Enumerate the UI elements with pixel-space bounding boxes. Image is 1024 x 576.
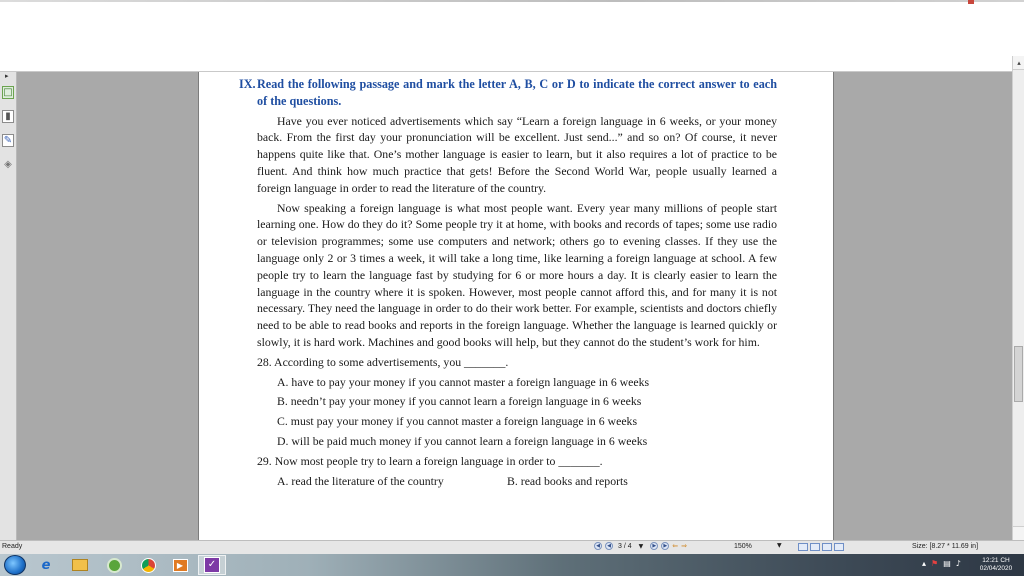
page-content bbox=[239, 76, 777, 489]
clock-date: 02/04/2020 bbox=[979, 565, 1013, 572]
passage-paragraph-2: Now speaking a foreign language is what most people want. Every year many millions of people start learning one. How do they do it? Some people try it at home, with books and records of tapes; some use radio or television programmes; some use computers and network; others go to evening classes. If they use the language only 2 or 3 times a week, it will take a long time, like learning a foreign language at school. A few people try to learn the language fast by studying for 6 or more hours a day. It is clearly easier to learn the language in the country where it is spoken. However, most people cannot afford this, and for many it is not necessary. They need the language in order to do their work better. For example, scientists and doctors chiefly need to be able to read books and reports in the foreign language. Whether the language is learned quickly or slowly, it is hard work. Machines and good books will help, but they cannot do the student’s work for him. bbox=[257, 200, 777, 349]
app-icon[interactable] bbox=[100, 555, 128, 575]
exercise-heading bbox=[239, 76, 777, 110]
title-strip bbox=[0, 0, 1024, 2]
question-28-option-d: D. will be paid much money if you cannot learn a foreign language in 6 weeks bbox=[277, 433, 648, 448]
green-circle-icon bbox=[107, 558, 122, 573]
clock[interactable] bbox=[972, 557, 1020, 573]
exercise-number: IX. bbox=[239, 77, 256, 91]
passage-paragraph-1: Have you ever noticed advertisements which say “Learn a foreign language in 6 weeks, or your money back. From the first day your pronunciation will be excellent. Just send...” and so on? Of course, it never happens quite like that. One’s mother language is easier to learn, but it also requires a lot of practice to be fluent. And think how much practice that gets! Before the Second World War, people usually learned a foreign language in order to read the literature of the country. bbox=[257, 113, 777, 195]
page-size: Size: [8.27 * 11.69 in] bbox=[912, 543, 979, 550]
folder-icon bbox=[72, 559, 88, 571]
internet-explorer-icon[interactable]: e bbox=[41, 557, 51, 573]
show-hidden-icons-icon[interactable]: ▴ bbox=[922, 559, 927, 568]
bookmarks-icon[interactable]: ▮ bbox=[2, 110, 14, 123]
document-page bbox=[198, 72, 834, 540]
forward-arrow-icon[interactable]: ⇒ bbox=[681, 542, 687, 550]
first-page-icon[interactable]: ◀ bbox=[594, 542, 602, 550]
play-icon: ▶ bbox=[173, 559, 188, 572]
last-page-icon[interactable]: ▶ bbox=[661, 542, 669, 550]
single-page-view-icon[interactable] bbox=[798, 543, 808, 551]
continuous-view-icon[interactable] bbox=[810, 543, 820, 551]
page-indicator[interactable]: 3 / 4 bbox=[618, 542, 632, 550]
chrome-icon[interactable] bbox=[134, 555, 162, 575]
question-29: 29. Now most people try to learn a foreign language in order to _______. bbox=[257, 453, 603, 468]
pdf-reader-icon[interactable] bbox=[198, 555, 226, 575]
taskbar bbox=[0, 554, 1024, 576]
zoom-level[interactable]: 150% bbox=[734, 543, 752, 550]
file-explorer-icon[interactable] bbox=[66, 555, 94, 575]
page-dropdown-icon[interactable]: ▼ bbox=[638, 542, 644, 550]
question-29-option-b: B. read books and reports bbox=[507, 473, 628, 488]
network-icon[interactable]: ▤ bbox=[943, 559, 951, 568]
pages-icon[interactable]: □ bbox=[3, 87, 13, 98]
system-tray bbox=[922, 559, 961, 568]
question-28-option-a: A. have to pay your money if you cannot master a foreign language in 6 weeks bbox=[277, 374, 650, 389]
previous-page-icon[interactable]: ◀ bbox=[605, 542, 613, 550]
window-edge-mark bbox=[968, 0, 974, 4]
action-center-flag-icon[interactable]: ⚑ bbox=[931, 559, 939, 568]
start-button[interactable] bbox=[4, 555, 26, 575]
facing-view-icon[interactable] bbox=[822, 543, 832, 551]
collapse-arrow-icon[interactable]: ▸ bbox=[5, 72, 9, 80]
question-28: 28. According to some advertisements, you _______. bbox=[257, 354, 509, 369]
media-player-icon[interactable] bbox=[166, 555, 194, 575]
volume-icon[interactable]: ♪ bbox=[955, 559, 961, 568]
annotations-icon[interactable]: ✎ bbox=[3, 135, 13, 146]
navigation-panel bbox=[0, 72, 17, 540]
reader-logo-icon: ✓ bbox=[204, 557, 220, 573]
question-28-option-c: C. must pay your money if you cannot master a foreign language in 6 weeks bbox=[277, 414, 638, 429]
scroll-up-icon[interactable]: ▴ bbox=[1013, 56, 1024, 70]
vertical-scrollbar[interactable] bbox=[1012, 56, 1024, 540]
question-29-option-a: A. read the literature of the country bbox=[277, 473, 444, 488]
next-page-icon[interactable]: ▶ bbox=[650, 542, 658, 550]
page-navigation bbox=[594, 542, 687, 550]
status-text: Ready bbox=[2, 543, 23, 550]
layers-icon[interactable]: ◈ bbox=[4, 159, 12, 170]
question-28-option-b: B. needn’t pay your money if you cannot learn a foreign language in 6 weeks bbox=[277, 394, 642, 409]
scroll-down-icon[interactable] bbox=[1013, 526, 1024, 540]
status-bar bbox=[0, 540, 1024, 554]
scrollbar-thumb[interactable] bbox=[1014, 346, 1023, 402]
facing-continuous-view-icon[interactable] bbox=[834, 543, 844, 551]
question-29-options bbox=[257, 473, 777, 490]
back-arrow-icon[interactable]: ⇐ bbox=[672, 542, 679, 550]
clock-time: 12:21 CH bbox=[982, 557, 1010, 564]
zoom-dropdown-icon[interactable]: ▼ bbox=[777, 542, 782, 549]
view-mode-buttons bbox=[798, 543, 844, 551]
document-viewer[interactable] bbox=[17, 72, 1012, 540]
exercise-instructions: Read the following passage and mark the letter A, B, C or D to indicate the correct answer to each of the questions. bbox=[257, 77, 777, 108]
toolbar-area bbox=[0, 0, 1024, 72]
chrome-logo-icon bbox=[141, 558, 156, 573]
